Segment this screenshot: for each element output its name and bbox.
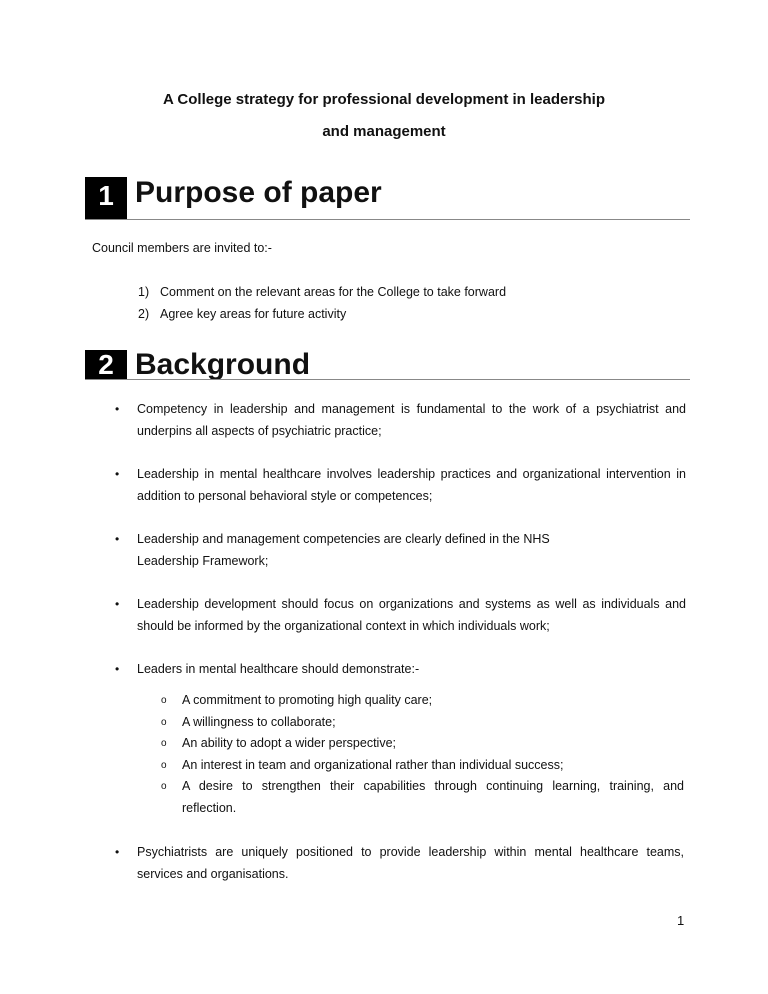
bullet-item: Leaders in mental healthcare should demonstrate:-: [137, 662, 420, 676]
sub-bullet-icon: o: [161, 695, 167, 706]
sub-bullet-icon: o: [161, 760, 167, 771]
sub-bullet-icon: o: [161, 781, 167, 792]
bullet-item: Psychiatrists are uniquely positioned to provide leadership within mental healthcare teams, services and organisations.: [137, 845, 684, 881]
sub-bullet-icon: o: [161, 717, 167, 728]
sub-bullet-item: An interest in team and organizational rather than individual success;: [182, 758, 564, 772]
purpose-intro: Council members are invited to:-: [92, 241, 272, 255]
bullet-item: Leadership development should focus on organizations and systems as well as individuals and should be informed by the organizational context in which individuals work;: [137, 597, 686, 633]
sub-bullet-item: A willingness to collaborate;: [182, 715, 336, 729]
bullet-item: Leadership in mental healthcare involves leadership practices and organizational intervention in addition to personal behavioral style or competences;: [137, 467, 686, 503]
bullet-icon: •: [115, 532, 120, 546]
bullet-icon: •: [115, 402, 120, 416]
list-marker: 2): [138, 307, 150, 321]
document-title: A College strategy for professional development in leadership and management: [162, 91, 606, 140]
bullet-icon: •: [115, 662, 120, 676]
section-heading-background: Background: [135, 348, 311, 381]
bullet-item: Competency in leadership and management is fundamental to the work of a psychiatrist and underpins all aspects of psychiatric practice;: [137, 402, 686, 438]
sub-bullet-item: A desire to strengthen their capabilities through continuing learning, training, and reflection.: [182, 779, 684, 815]
section-divider: [85, 219, 690, 220]
section-divider: [85, 379, 690, 380]
section-heading-purpose: Purpose of paper: [135, 176, 382, 209]
sub-bullet-icon: o: [161, 738, 167, 749]
sub-bullet-item: An ability to adopt a wider perspective;: [182, 736, 397, 750]
bullet-icon: •: [115, 845, 120, 859]
sub-bullet-item: A commitment to promoting high quality care;: [182, 693, 433, 707]
page-number: 1: [677, 913, 685, 928]
section-number-1: 1: [85, 177, 127, 220]
section-number-2: 2: [85, 350, 127, 380]
bullet-icon: •: [115, 597, 120, 611]
bullet-icon: •: [115, 467, 120, 481]
list-item: Agree key areas for future activity: [160, 307, 347, 321]
bullet-item: Leadership and management competencies are clearly defined in the NHS Leadership Framework;: [137, 532, 550, 568]
list-item: Comment on the relevant areas for the College to take forward: [160, 285, 507, 299]
list-marker: 1): [138, 285, 150, 299]
